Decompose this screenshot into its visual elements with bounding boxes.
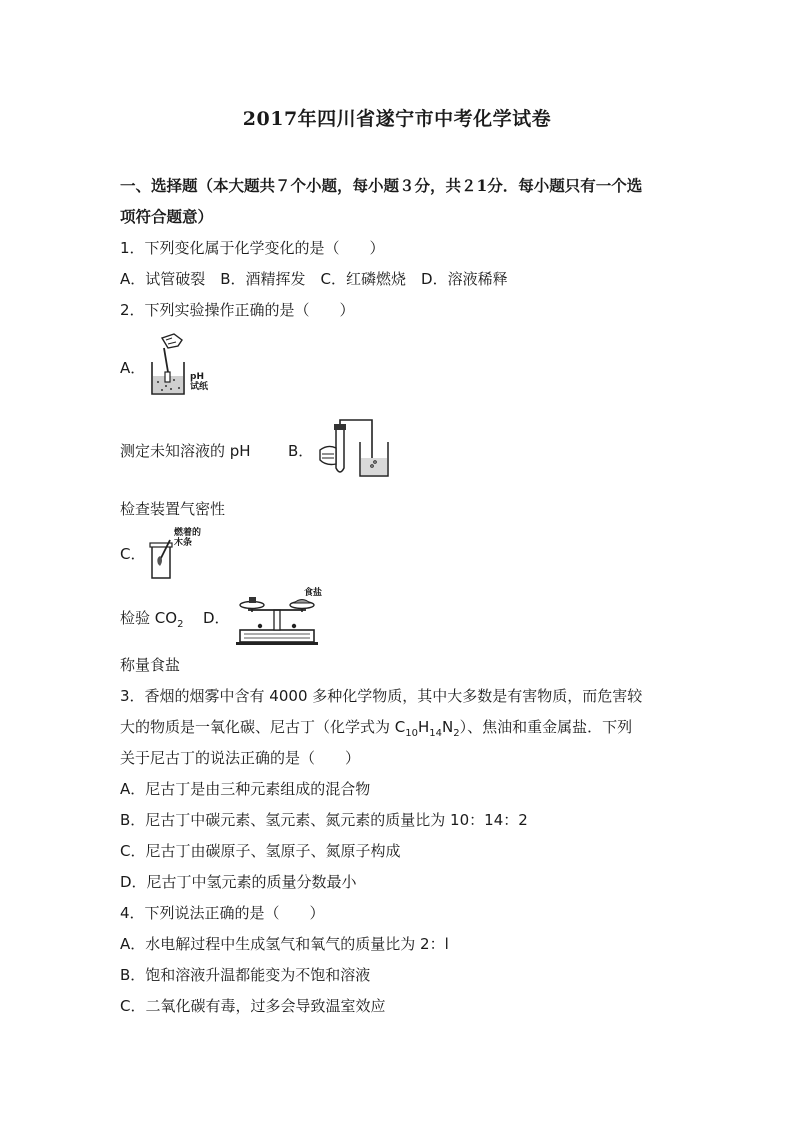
q3-sub-c: 10 <box>405 728 418 739</box>
q3-line2-tail: ）、焦油和重金属盐．下列 <box>459 718 633 736</box>
airtightness-figure <box>318 418 392 480</box>
q3-option-a: A．尼古丁是由三种元素组成的混合物 <box>120 780 371 798</box>
splint-label: 燃着的 <box>174 528 202 538</box>
q3-option-b: B．尼古丁中碳元素、氢元素、氮元素的质量比为 10：14：2 <box>120 811 528 829</box>
ph-test-figure <box>148 332 214 398</box>
q3-sub-h: 14 <box>429 728 442 739</box>
co2-test-figure <box>148 526 210 582</box>
q2-option-d-caption: 称量食盐 <box>120 656 181 674</box>
q3-line2-text: 大的物质是一氧化碳、尼古丁（化学式为 C <box>120 718 406 736</box>
q3-sub-n: 2 <box>453 728 460 739</box>
q2-option-c-letter: C． <box>120 545 146 563</box>
ph-paper-label: pH <box>190 372 204 382</box>
q3-stem-line3: 关于尼古丁的说法正确的是（ ） <box>120 749 361 767</box>
q3-option-d: D．尼古丁中氢元素的质量分数最小 <box>120 873 357 891</box>
q1-options: A．试管破裂 B．酒精挥发 C．红磷燃烧 D．溶液稀释 <box>120 270 508 288</box>
q3-stem-line1: 3．香烟的烟雾中含有 4000 多种化学物质，其中大多数是有害物质，而危害较 <box>120 687 643 705</box>
q2-option-c-caption <box>120 607 183 628</box>
q2-option-d-letter: D． <box>203 609 230 627</box>
section-heading-line2: 项符合题意） <box>120 207 214 226</box>
q2-option-b-caption: 检查装置气密性 <box>120 500 226 518</box>
q4-option-c: C．二氧化碳有毒，过多会导致温室效应 <box>120 997 386 1015</box>
page-title: 2017年四川省遂宁市中考化学试卷 <box>242 108 552 130</box>
q3-n: N <box>442 718 454 736</box>
q4-option-b: B．饱和溶液升温都能变为不饱和溶液 <box>120 966 371 984</box>
q4-stem: 4．下列说法正确的是（ ） <box>120 904 325 922</box>
q2-option-c-caption-sub: 2 <box>177 619 184 630</box>
q2-stem: 2．下列实验操作正确的是（ ） <box>120 301 355 319</box>
q2-option-a-letter: A． <box>120 359 146 377</box>
q2-option-a-caption: 测定未知溶液的 pH <box>120 442 251 460</box>
splint-label-2: 木条 <box>174 538 193 548</box>
q1-stem: 1．下列变化属于化学变化的是（ ） <box>120 239 385 257</box>
q3-stem-line2 <box>120 716 632 737</box>
q2-option-c-caption-text: 检验 CO <box>120 609 178 627</box>
q3-option-c: C．尼古丁由碳原子、氢原子、氮原子构成 <box>120 842 401 860</box>
section-heading-line1: 一、选择题（本大题共７个小题，每小题３分，共２1分．每小题只有一个选 <box>120 176 643 195</box>
q4-option-a: A．水电解过程中生成氢气和氧气的质量比为 2：l <box>120 935 449 953</box>
q2-option-b-letter: B． <box>288 442 314 460</box>
balance-scale-figure <box>234 588 326 646</box>
salt-label: 食盐 <box>304 588 323 598</box>
q3-h: H <box>417 718 430 736</box>
ph-paper-label-2: 试纸 <box>190 382 209 392</box>
